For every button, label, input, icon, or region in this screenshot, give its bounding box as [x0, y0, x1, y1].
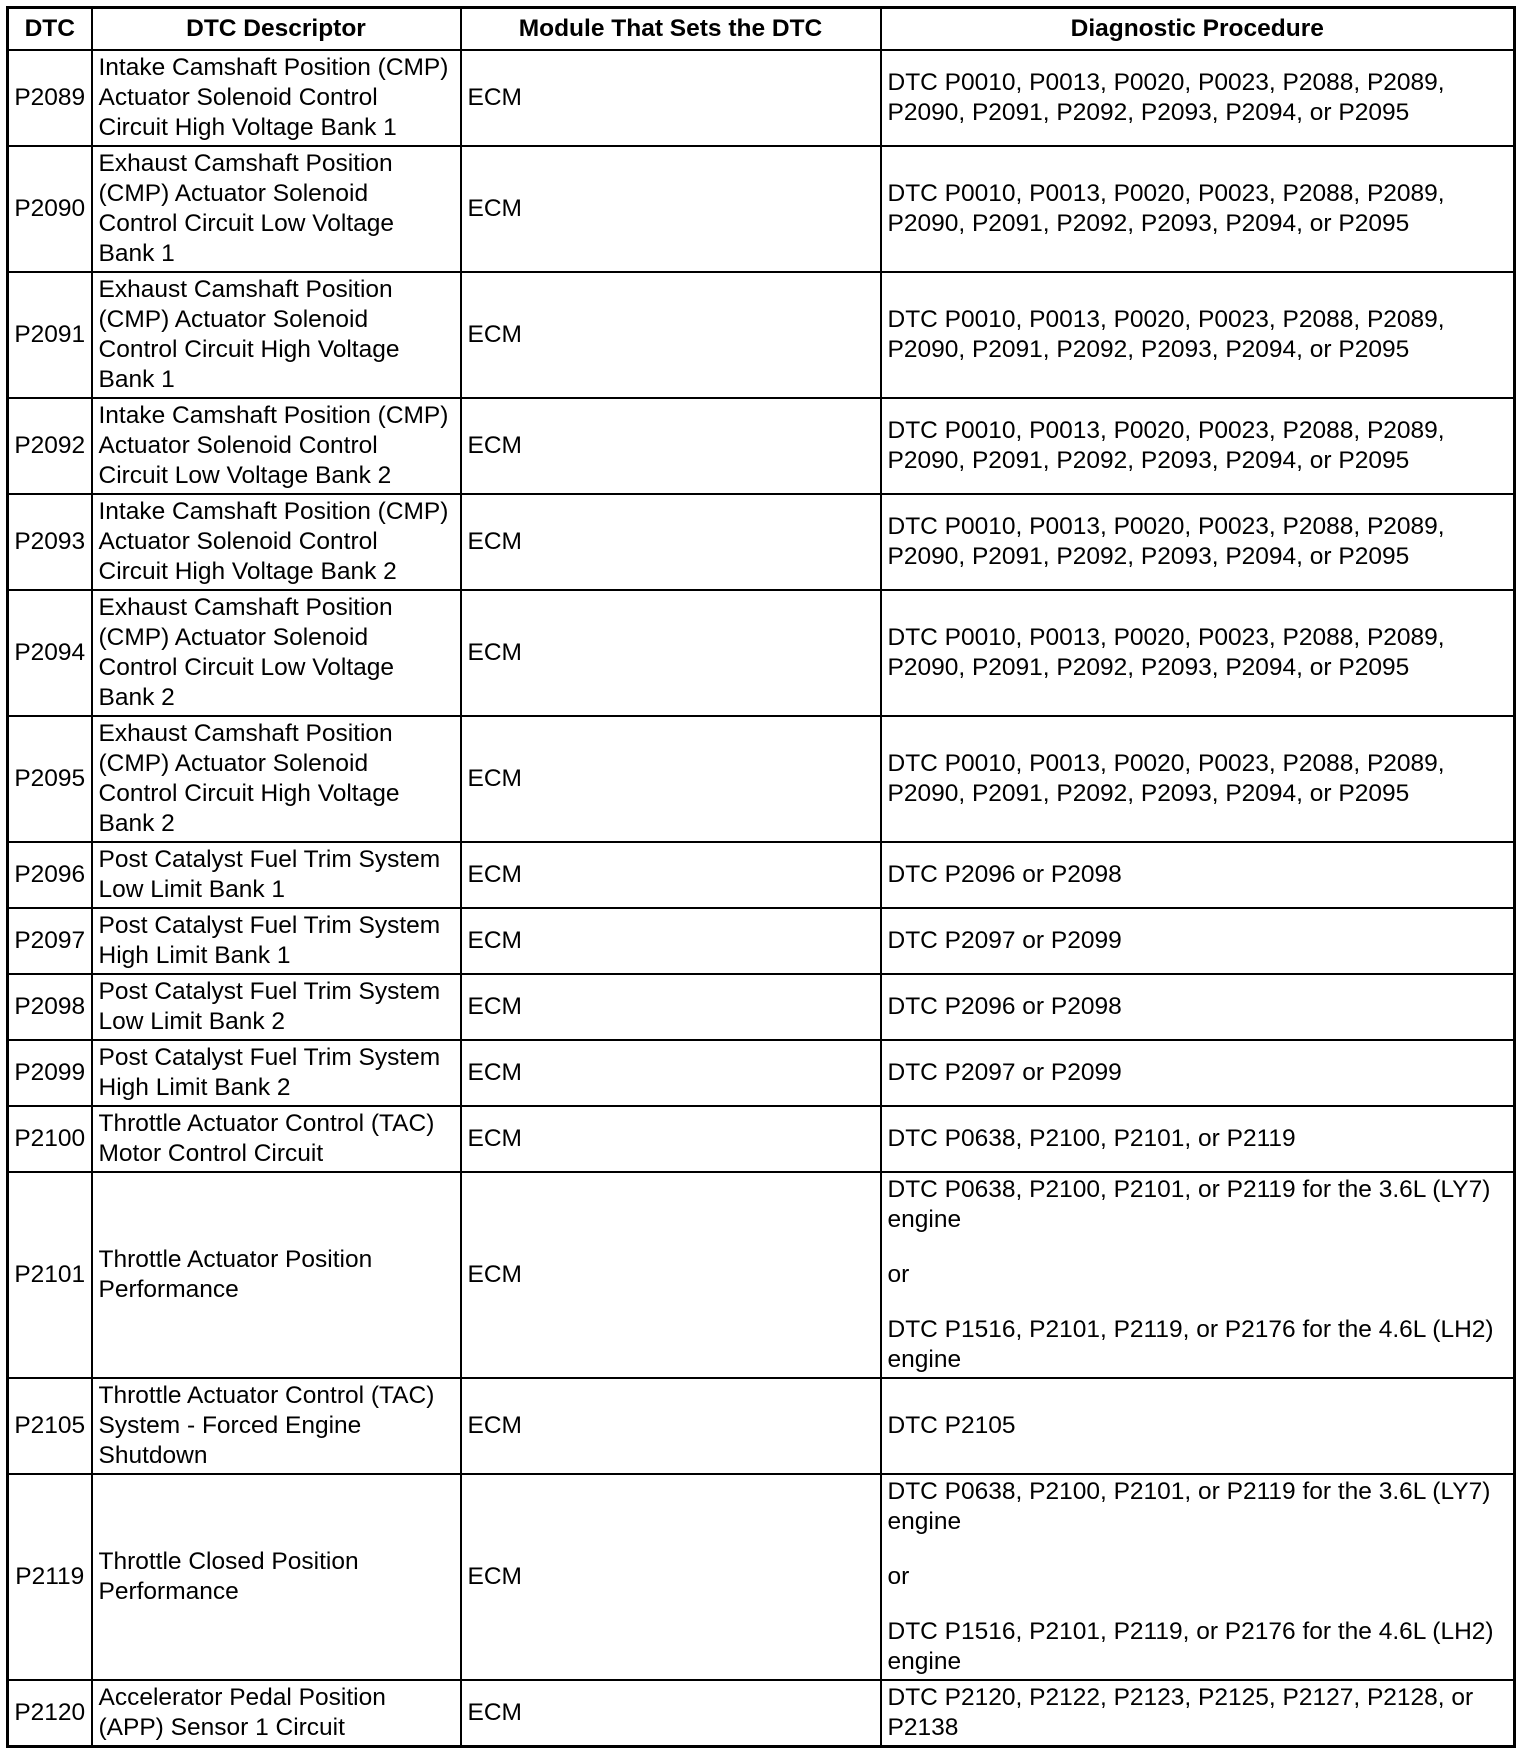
dtc-code: P2095	[8, 716, 92, 842]
table-row	[8, 590, 1515, 716]
table-row	[8, 1106, 1515, 1172]
module: ECM	[461, 272, 881, 398]
dtc-descriptor: Intake Camshaft Position (CMP) Actuator Solenoid Control Circuit Low Voltage Bank 2	[92, 398, 461, 494]
dtc-descriptor: Throttle Actuator Position Performance	[92, 1172, 461, 1378]
procedure-text: DTC P0010, P0013, P0020, P0023, P2088, P2089, P2090, P2091, P2092, P2093, P2094, or P2095	[887, 624, 1445, 681]
diagnostic-procedure	[881, 272, 1515, 398]
dtc-descriptor: Post Catalyst Fuel Trim System Low Limit Bank 2	[92, 974, 461, 1040]
diagnostic-procedure	[881, 974, 1515, 1040]
procedure-text: DTC P2096 or P2098	[887, 861, 1122, 888]
dtc-code: P2120	[8, 1680, 92, 1747]
table-row	[8, 842, 1515, 908]
dtc-code: P2105	[8, 1378, 92, 1474]
procedure-text: DTC P2120, P2122, P2123, P2125, P2127, P2128, or P2138	[887, 1684, 1474, 1741]
table-row	[8, 974, 1515, 1040]
dtc-descriptor: Throttle Actuator Control (TAC) System - Forced Engine Shutdown	[92, 1378, 461, 1474]
module: ECM	[461, 1106, 881, 1172]
module: ECM	[461, 842, 881, 908]
dtc-code: P2091	[8, 272, 92, 398]
table-row	[8, 398, 1515, 494]
procedure-text: or	[887, 1261, 910, 1288]
table-row	[8, 716, 1515, 842]
dtc-code: P2098	[8, 974, 92, 1040]
procedure-text: DTC P0638, P2100, P2101, or P2119 for the 3.6L (LY7) engine	[887, 1176, 1491, 1233]
diagnostic-procedure	[881, 590, 1515, 716]
procedure-text: DTC P2096 or P2098	[887, 993, 1122, 1020]
procedure-text: DTC P0010, P0013, P0020, P0023, P2088, P2089, P2090, P2091, P2092, P2093, P2094, or P2095	[887, 750, 1445, 807]
table-row	[8, 1172, 1515, 1378]
diagnostic-procedure	[881, 1378, 1515, 1474]
procedure-text: DTC P0638, P2100, P2101, or P2119	[887, 1125, 1296, 1152]
module: ECM	[461, 974, 881, 1040]
dtc-code: P2094	[8, 590, 92, 716]
procedure-text: DTC P0010, P0013, P0020, P0023, P2088, P2089, P2090, P2091, P2092, P2093, P2094, or P2095	[887, 513, 1445, 570]
diagnostic-procedure	[881, 1474, 1515, 1680]
module: ECM	[461, 398, 881, 494]
diagnostic-procedure	[881, 908, 1515, 974]
procedure-text: DTC P1516, P2101, P2119, or P2176 for the 4.6L (LH2) engine	[887, 1316, 1494, 1373]
header-module: Module That Sets the DTC	[461, 8, 881, 51]
dtc-code: P2092	[8, 398, 92, 494]
procedure-text: DTC P2105	[887, 1412, 1016, 1439]
procedure-text: DTC P0010, P0013, P0020, P0023, P2088, P2089, P2090, P2091, P2092, P2093, P2094, or P2095	[887, 180, 1445, 237]
procedure-text: DTC P2097 or P2099	[887, 1059, 1122, 1086]
table-row	[8, 1378, 1515, 1474]
dtc-descriptor: Throttle Actuator Control (TAC) Motor Control Circuit	[92, 1106, 461, 1172]
dtc-code: P2097	[8, 908, 92, 974]
dtc-descriptor: Exhaust Camshaft Position (CMP) Actuator Solenoid Control Circuit Low Voltage Bank 1	[92, 146, 461, 272]
diagnostic-procedure	[881, 494, 1515, 590]
dtc-table	[6, 6, 1516, 1748]
diagnostic-procedure	[881, 842, 1515, 908]
module: ECM	[461, 1474, 881, 1680]
diagnostic-procedure	[881, 398, 1515, 494]
table-header	[8, 8, 1515, 51]
module: ECM	[461, 1040, 881, 1106]
module: ECM	[461, 1172, 881, 1378]
header-diagnostic-procedure: Diagnostic Procedure	[881, 8, 1515, 51]
header-dtc-descriptor: DTC Descriptor	[92, 8, 461, 51]
module: ECM	[461, 494, 881, 590]
procedure-text: or	[887, 1563, 910, 1590]
dtc-code: P2101	[8, 1172, 92, 1378]
dtc-code: P2119	[8, 1474, 92, 1680]
dtc-descriptor: Post Catalyst Fuel Trim System High Limit Bank 2	[92, 1040, 461, 1106]
procedure-text: DTC P2097 or P2099	[887, 927, 1122, 954]
module: ECM	[461, 1378, 881, 1474]
dtc-code: P2093	[8, 494, 92, 590]
procedure-text: DTC P0010, P0013, P0020, P0023, P2088, P2089, P2090, P2091, P2092, P2093, P2094, or P2095	[887, 417, 1445, 474]
dtc-descriptor: Intake Camshaft Position (CMP) Actuator Solenoid Control Circuit High Voltage Bank 1	[92, 50, 461, 146]
table-row	[8, 272, 1515, 398]
dtc-code: P2096	[8, 842, 92, 908]
module: ECM	[461, 908, 881, 974]
diagnostic-procedure	[881, 50, 1515, 146]
dtc-descriptor: Post Catalyst Fuel Trim System Low Limit Bank 1	[92, 842, 461, 908]
dtc-code: P2090	[8, 146, 92, 272]
table-row	[8, 1474, 1515, 1680]
dtc-descriptor: Intake Camshaft Position (CMP) Actuator Solenoid Control Circuit High Voltage Bank 2	[92, 494, 461, 590]
dtc-descriptor: Exhaust Camshaft Position (CMP) Actuator Solenoid Control Circuit High Voltage Bank 1	[92, 272, 461, 398]
module: ECM	[461, 50, 881, 146]
dtc-code: P2099	[8, 1040, 92, 1106]
diagnostic-procedure	[881, 146, 1515, 272]
dtc-descriptor: Exhaust Camshaft Position (CMP) Actuator Solenoid Control Circuit Low Voltage Bank 2	[92, 590, 461, 716]
procedure-text: DTC P0010, P0013, P0020, P0023, P2088, P2089, P2090, P2091, P2092, P2093, P2094, or P2095	[887, 69, 1445, 126]
dtc-descriptor: Throttle Closed Position Performance	[92, 1474, 461, 1680]
dtc-descriptor: Accelerator Pedal Position (APP) Sensor 1 Circuit	[92, 1680, 461, 1747]
dtc-descriptor: Post Catalyst Fuel Trim System High Limit Bank 1	[92, 908, 461, 974]
diagnostic-procedure	[881, 1680, 1515, 1747]
procedure-text: DTC P1516, P2101, P2119, or P2176 for the 4.6L (LH2) engine	[887, 1618, 1494, 1675]
diagnostic-procedure	[881, 1040, 1515, 1106]
module: ECM	[461, 1680, 881, 1747]
table-row	[8, 146, 1515, 272]
table-row	[8, 1680, 1515, 1747]
table-row	[8, 908, 1515, 974]
dtc-code: P2100	[8, 1106, 92, 1172]
module: ECM	[461, 590, 881, 716]
table-row	[8, 1040, 1515, 1106]
table-body	[8, 50, 1515, 1747]
table-row	[8, 50, 1515, 146]
module: ECM	[461, 146, 881, 272]
procedure-text: DTC P0638, P2100, P2101, or P2119 for the 3.6L (LY7) engine	[887, 1478, 1491, 1535]
table-row	[8, 494, 1515, 590]
diagnostic-procedure	[881, 1172, 1515, 1378]
dtc-code: P2089	[8, 50, 92, 146]
header-dtc: DTC	[8, 8, 92, 51]
diagnostic-procedure	[881, 1106, 1515, 1172]
header-row	[8, 8, 1515, 51]
module: ECM	[461, 716, 881, 842]
procedure-text: DTC P0010, P0013, P0020, P0023, P2088, P2089, P2090, P2091, P2092, P2093, P2094, or P2095	[887, 306, 1445, 363]
diagnostic-procedure	[881, 716, 1515, 842]
dtc-descriptor: Exhaust Camshaft Position (CMP) Actuator Solenoid Control Circuit High Voltage Bank 2	[92, 716, 461, 842]
